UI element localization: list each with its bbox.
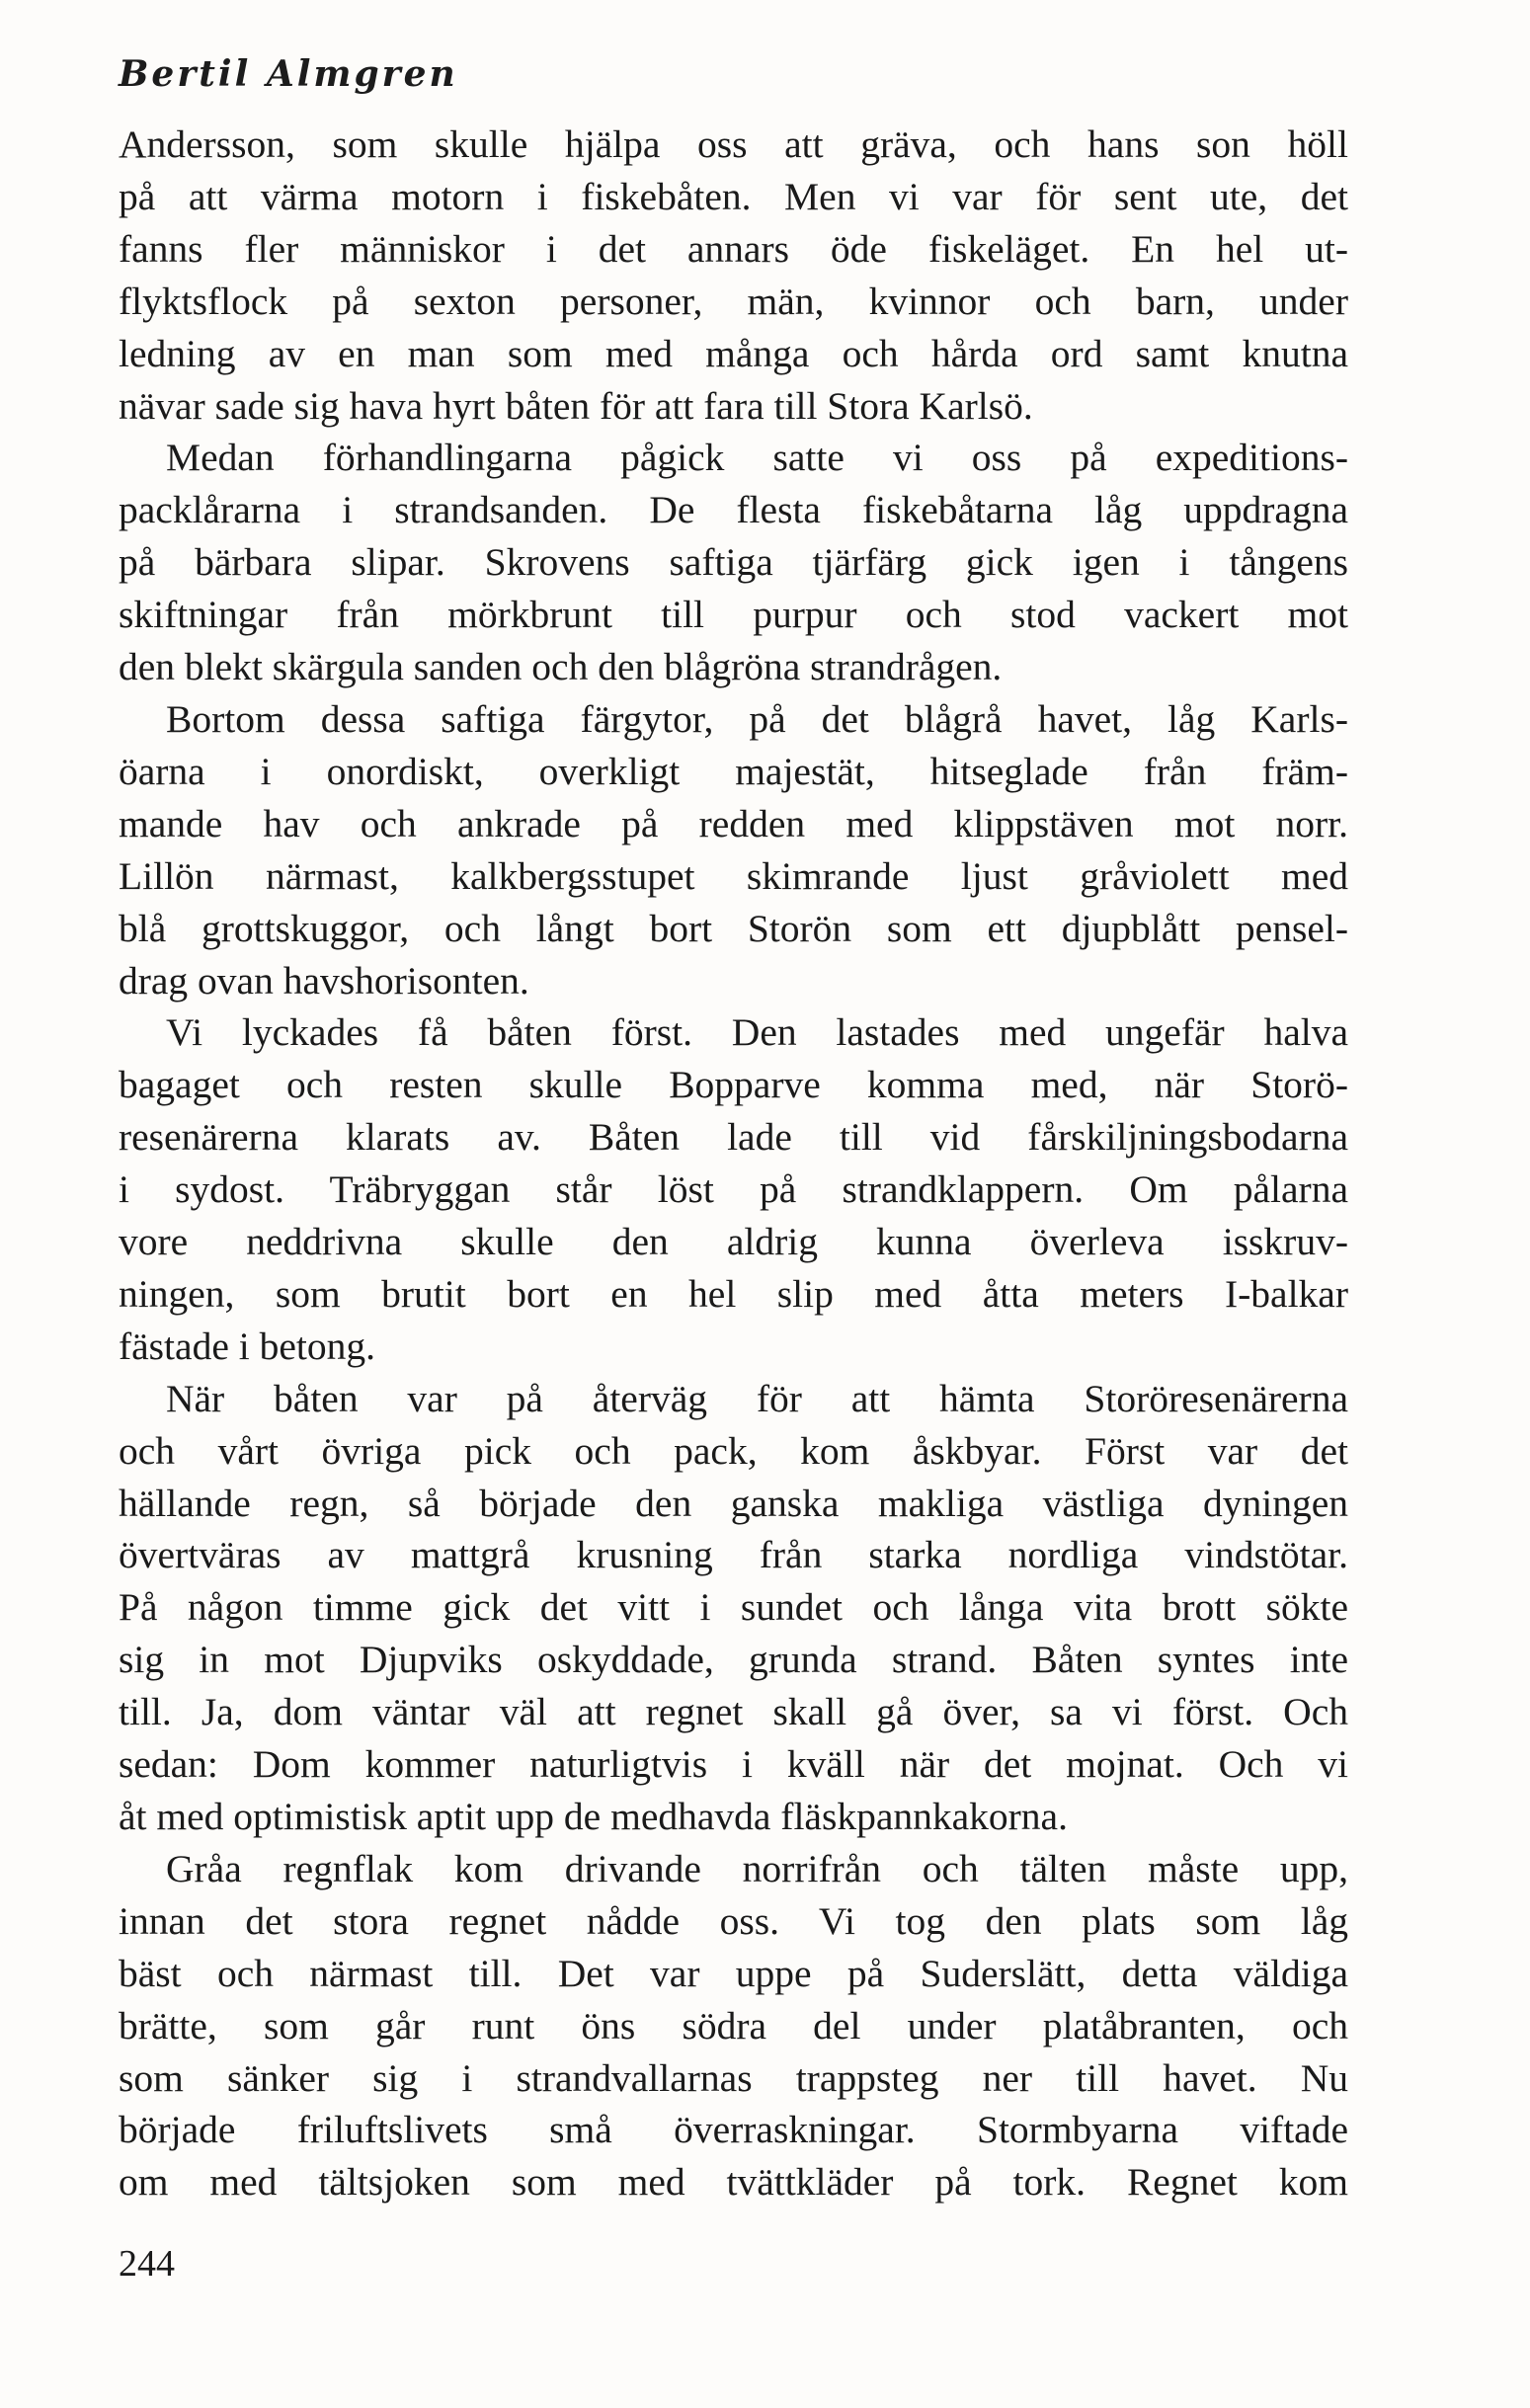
- text-line: den blekt skärgula sanden och den blågröna strandrågen.: [119, 645, 1003, 689]
- page-number: 244: [119, 2243, 175, 2285]
- text-line: Vi lyckades få båten först. Den lastades med ungefär halva: [166, 1010, 1348, 1055]
- text-line: som sänker sig i strandvallarnas trappsteg ner till havet. Nu: [119, 2055, 1348, 2100]
- text-line: bäst och närmast till. Det var uppe på Suderslätt, detta väldiga: [119, 1951, 1348, 1995]
- text-line: på bärbara slipar. Skrovens saftiga tjärfärg gick igen i tångens: [119, 540, 1348, 585]
- text-line: på att värma motorn i fiskebåten. Men vi var för sent ute, det: [119, 174, 1348, 218]
- text-line: Lillön närmast, kalkbergsstupet skimrande ljust gråviolett med: [119, 853, 1348, 898]
- text-line: drag ovan havshorisonten.: [119, 958, 529, 1003]
- text-line: skiftningar från mörkbrunt till purpur och stod vackert mot: [119, 593, 1348, 637]
- text-line: började friluftslivets små överraskningar. Stormbyarna viftade: [119, 2108, 1348, 2152]
- text-line: sedan: Dom kommer naturligtvis i kväll när det mojnat. Och vi: [119, 1742, 1348, 1787]
- text-line: ningen, som brutit bort en hel slip med åtta meters I-balkar: [119, 1271, 1348, 1316]
- text-line: brätte, som går runt öns södra del under platåbranten, och: [119, 2003, 1348, 2047]
- body-text: [119, 119, 1348, 2208]
- running-head-author: Bertil Almgren: [119, 53, 458, 95]
- text-line: bagaget och resten skulle Bopparve komma med, när Storö-: [119, 1063, 1348, 1107]
- text-line: fästade i betong.: [119, 1324, 375, 1368]
- text-line: innan det stora regnet nådde oss. Vi tog den plats som låg: [119, 1898, 1348, 1943]
- text-line: nävar sade sig hava hyrt båten för att fara till Stora Karlsö.: [119, 383, 1033, 428]
- text-line: Medan förhandlingarna pågick satte vi oss på expeditions-: [166, 436, 1348, 480]
- text-line: till. Ja, dom väntar väl att regnet skall gå över, sa vi först. Och: [119, 1690, 1348, 1734]
- text-line: i sydost. Träbryggan står löst på strandklappern. Om pålarna: [119, 1167, 1348, 1212]
- text-line: sig in mot Djupviks oskyddade, grunda strand. Båten syntes inte: [119, 1638, 1348, 1682]
- text-line: övertväras av mattgrå krusning från starka nordliga vindstötar.: [119, 1533, 1348, 1577]
- text-line: När båten var på återväg för att hämta Storöresenärerna: [166, 1376, 1348, 1420]
- text-line: packlårarna i strandsanden. De flesta fiskebåtarna låg uppdragna: [119, 488, 1348, 532]
- text-line: och vårt övriga pick och pack, kom åskbyar. Först var det: [119, 1428, 1348, 1473]
- text-line: hällande regn, så började den ganska makliga västliga dyningen: [119, 1481, 1348, 1525]
- text-line: blå grottskuggor, och långt bort Storön som ett djupblått pensel-: [119, 906, 1348, 950]
- text-line: flyktsflock på sexton personer, män, kvinnor och barn, under: [119, 279, 1348, 323]
- text-line: om med tältsjoken som med tvättkläder på tork. Regnet kom: [119, 2160, 1348, 2205]
- text-line: ledning av en man som med många och hårda ord samt knutna: [119, 331, 1348, 375]
- text-line: Bortom dessa saftiga färgytor, på det blågrå havet, låg Karls-: [166, 696, 1348, 741]
- text-line: åt med optimistisk aptit upp de medhavda fläskpannkakorna.: [119, 1795, 1068, 1838]
- text-line: På någon timme gick det vitt i sundet och långa vita brott sökte: [119, 1585, 1348, 1630]
- text-line: Gråa regnflak kom drivande norrifrån och tälten måste upp,: [166, 1846, 1348, 1890]
- text-line: fanns fler människor i det annars öde fiskeläget. En hel ut-: [119, 226, 1348, 271]
- text-line: öarna i onordiskt, overkligt majestät, hitseglade från främ-: [119, 749, 1348, 793]
- text-line: vore neddrivna skulle den aldrig kunna överleva isskruv-: [119, 1220, 1348, 1264]
- text-line: Andersson, som skulle hjälpa oss att gräva, och hans son höll: [119, 122, 1348, 166]
- text-line: mande hav och ankrade på redden med klippstäven mot norr.: [119, 801, 1348, 845]
- text-line: resenärerna klarats av. Båten lade till vid fårskiljningsbodarna: [119, 1115, 1348, 1160]
